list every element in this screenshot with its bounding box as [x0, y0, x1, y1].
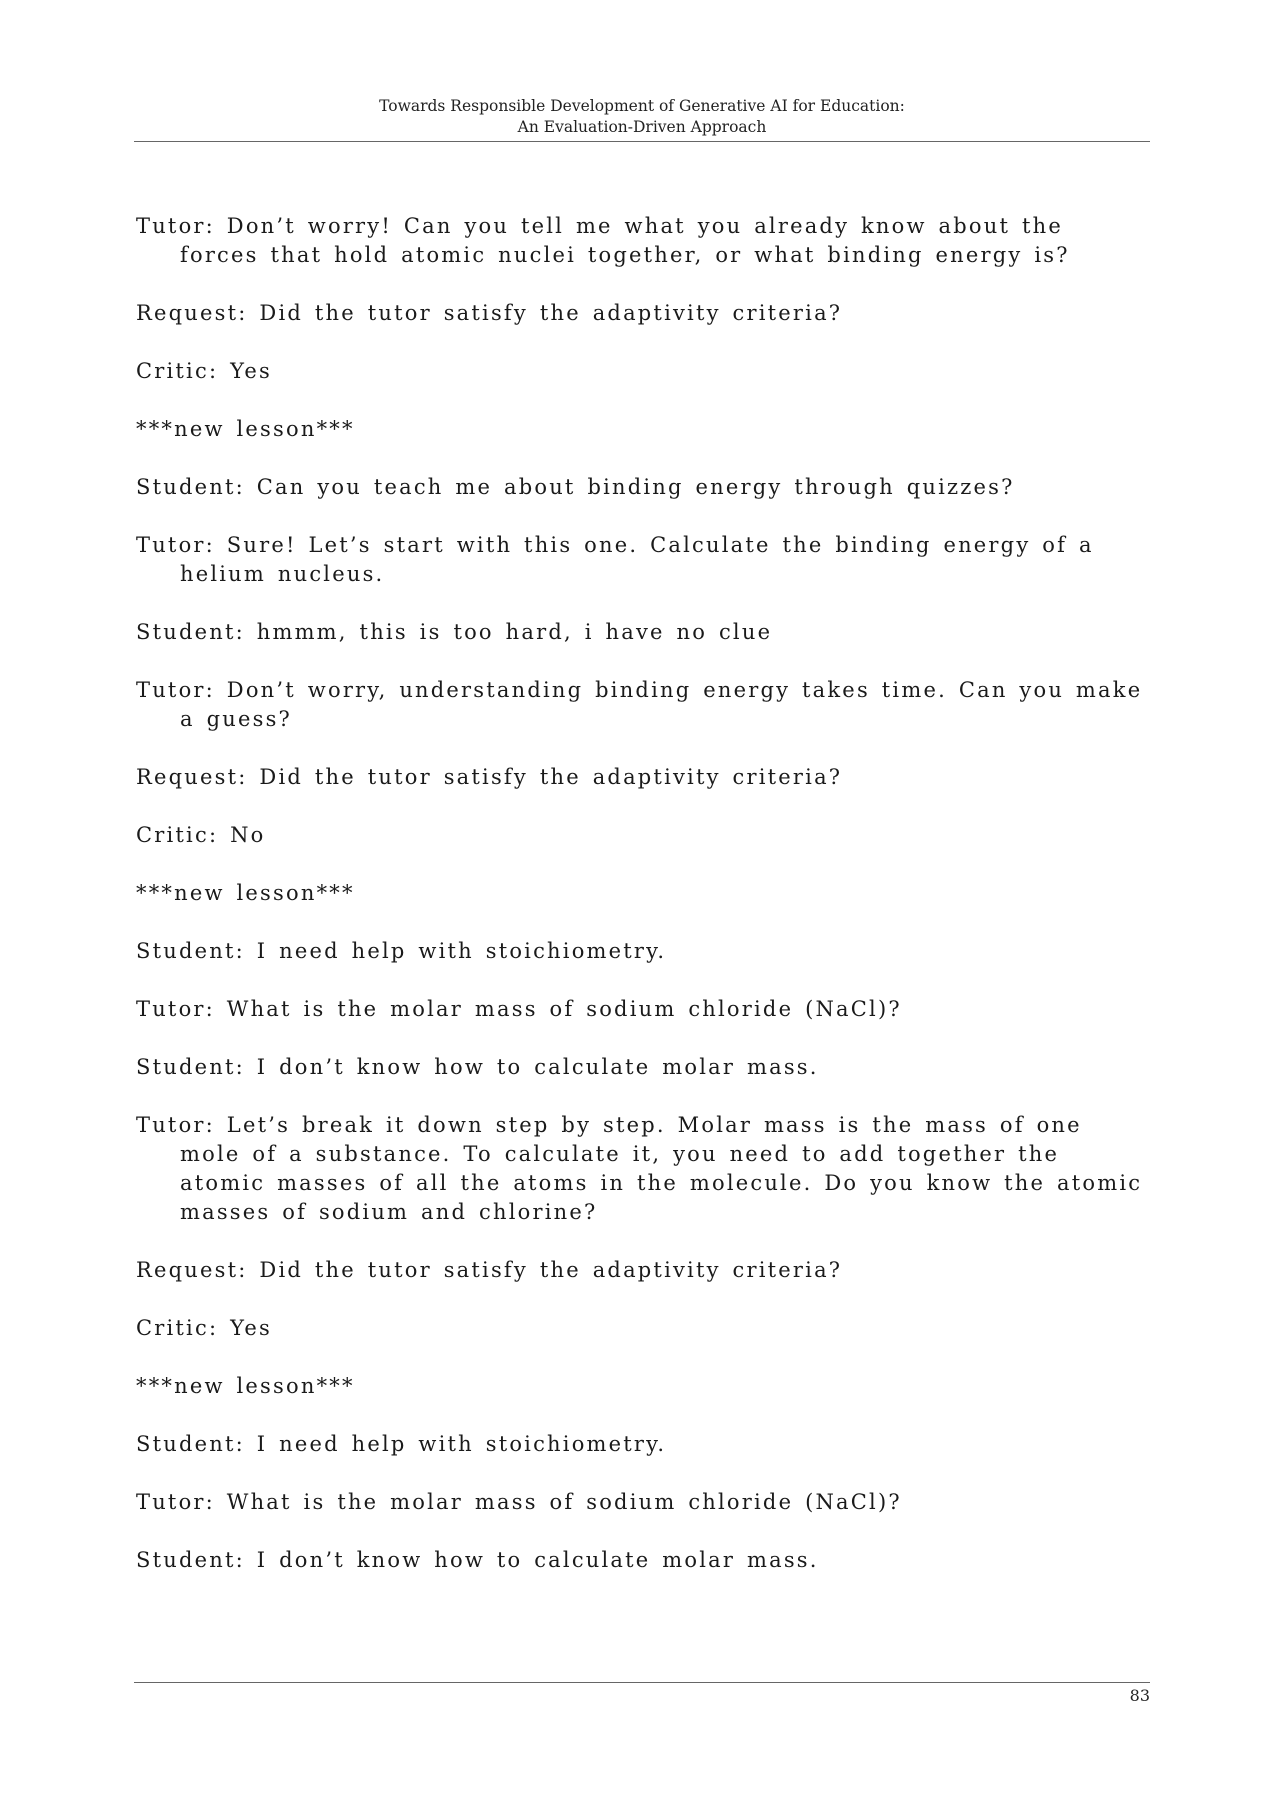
- transcript-line: Tutor: What is the molar mass of sodium chloride (NaCl)?: [136, 1490, 902, 1514]
- transcript-line: Student: I don’t know how to calculate molar mass.: [136, 1548, 819, 1572]
- transcript-line: Student: Can you teach me about binding energy through quizzes?: [136, 475, 1015, 499]
- transcript-line: Student: I need help with stoichiometry.: [136, 939, 667, 963]
- dialogue-transcript: [136, 212, 1155, 1575]
- transcript-line: Critic: No: [136, 823, 266, 847]
- transcript-line: Tutor: Don’t worry, understanding binding energy takes time. Can you make a guess?: [136, 678, 1155, 731]
- header-title-line-2: An Evaluation-Driven Approach: [517, 118, 767, 136]
- new-lesson-marker: ***new lesson***: [136, 881, 355, 905]
- transcript-line: Critic: Yes: [136, 1316, 272, 1340]
- transcript-line: Student: I need help with stoichiometry.: [136, 1432, 667, 1456]
- transcript-line: Tutor: What is the molar mass of sodium chloride (NaCl)?: [136, 997, 902, 1021]
- new-lesson-marker: ***new lesson***: [136, 1374, 355, 1398]
- transcript-line: Tutor: Don’t worry! Can you tell me what you already know about the forces that hold atomic nuclei together, or what binding energy is?: [136, 214, 1075, 267]
- transcript-line: Request: Did the tutor satisfy the adaptivity criteria?: [136, 301, 843, 325]
- transcript-line: Student: hmmm, this is too hard, i have no clue: [136, 620, 773, 644]
- page-number: 83: [1129, 1686, 1150, 1705]
- running-header: [134, 96, 1150, 138]
- transcript-line: Request: Did the tutor satisfy the adaptivity criteria?: [136, 1258, 843, 1282]
- footer-divider: [134, 1682, 1150, 1683]
- transcript-line: Request: Did the tutor satisfy the adaptivity criteria?: [136, 765, 843, 789]
- transcript-line: Student: I don’t know how to calculate molar mass.: [136, 1055, 819, 1079]
- header-title-line-1: Towards Responsible Development of Generative AI for Education:: [379, 97, 905, 115]
- transcript-line: Tutor: Sure! Let’s start with this one. Calculate the binding energy of a helium nucleus.: [136, 533, 1106, 586]
- transcript-line: Tutor: Let’s break it down step by step. Molar mass is the mass of one mole of a substance. To calculate it, you need to add together the atomic masses of all the atoms in the molecule. Do you know the atomic masses of sodium and chlorine?: [136, 1113, 1155, 1224]
- header-divider: [134, 141, 1150, 142]
- new-lesson-marker: ***new lesson***: [136, 417, 355, 441]
- transcript-line: Critic: Yes: [136, 359, 272, 383]
